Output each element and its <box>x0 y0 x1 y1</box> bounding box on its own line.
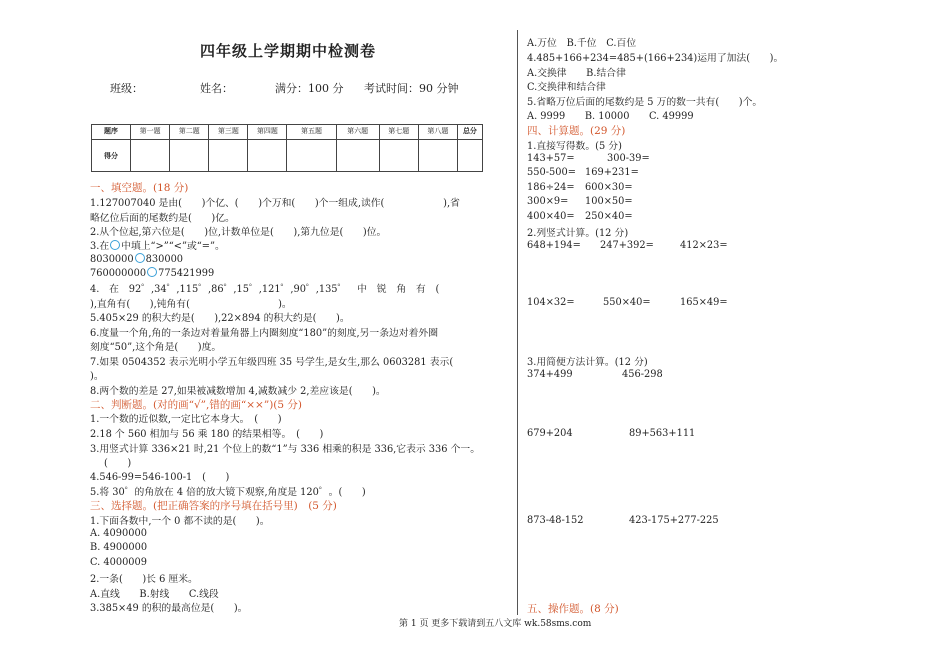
question-line: 4. 在 92゜,34゜,115゜,86゜,15゜,121゜,90゜,135゜ 中 锐 角 有 ( <box>90 284 440 295</box>
question-line: 2.从个位起,第六位是( )位,计数单位是( ),第九位是( )位。 <box>90 227 387 238</box>
section-true-false: 二、判断题。(对的画“√”,错的画“××”)(5 分) <box>90 399 302 411</box>
calc-item: 456-298 <box>622 369 663 380</box>
answer-circle-icon[interactable] <box>110 240 120 250</box>
calc-item: 300-39= <box>607 153 650 164</box>
calc-item: 679+204 <box>527 428 573 439</box>
question-line: 5.405×29 的积大约是( ),22×894 的积大约是( )。 <box>90 313 350 324</box>
calc-item: 104×32= <box>527 297 575 308</box>
table-header: 第七题 <box>379 125 418 140</box>
calc-item: 143+57= <box>527 153 575 164</box>
calc-item: 169+231= <box>585 167 639 178</box>
section-multiple-choice: 三、选择题。(把正确答案的序号填在括号里) (5 分) <box>90 500 337 512</box>
calc-item: 100×50= <box>585 196 633 207</box>
calc-item: 550×40= <box>603 297 651 308</box>
answer-circle-icon[interactable] <box>135 253 145 263</box>
calc-item: 873-48-152 <box>527 515 584 526</box>
table-header: 总分 <box>457 125 482 140</box>
exam-time-label: 考试时间：90 分钟 <box>364 82 459 95</box>
choice-option: A. 9999 B. 10000 C. 49999 <box>527 111 694 122</box>
score-cell[interactable] <box>248 140 287 172</box>
choice-option: B. 4900000 <box>90 542 148 553</box>
calc-item: 374+499 <box>527 369 573 380</box>
choice-option: A.直线 B.射线 C.线段 <box>90 589 219 600</box>
score-cell[interactable] <box>336 140 379 172</box>
question-line: 3.385×49 的积的最高位是( )。 <box>90 603 248 614</box>
question-line: 刻度“50”,这个角是( )度。 <box>90 342 222 353</box>
calc-item: 423-175+277-225 <box>629 515 719 526</box>
score-cell[interactable] <box>457 140 482 172</box>
choice-option: A.万位 B.千位 C.百位 <box>527 38 637 49</box>
question-line: 4.485+166+234=485+(166+234)运用了加法( )。 <box>527 53 784 64</box>
question-line: 4.546-99=546-100-1 ( ) <box>90 472 230 483</box>
page-footer: 第 1 页 更多下载请到五八文库 wk.58sms.com <box>399 619 592 629</box>
column-divider <box>517 30 518 615</box>
question-line: 1.下面各数中,一个 0 都不读的是( )。 <box>90 516 270 527</box>
calc-item: 412×23= <box>680 240 728 251</box>
choice-option: C.交换律和结合律 <box>527 82 606 93</box>
question-line: )。 <box>90 371 104 382</box>
calc-item: 247+392= <box>600 240 654 251</box>
table-header: 第八题 <box>418 125 457 140</box>
question-line: 2.一条( )长 6 厘米。 <box>90 574 198 585</box>
question-line: 3.用简便方法计算。(12 分) <box>527 357 648 368</box>
question-line <box>90 267 214 279</box>
question-line: ),直角有( ),钝角有( )。 <box>90 299 292 310</box>
question-line: 5.将 30゜的角放在 4 倍的放大镜下观察,角度是 120゜。( ) <box>90 487 366 498</box>
section-fill-blank: 一、填空题。(18 分) <box>90 182 189 194</box>
compare-left: 8030000 <box>90 254 134 265</box>
score-row-label: 得分 <box>92 140 131 172</box>
question-line: 1.直接写得数。(5 分) <box>527 141 622 152</box>
score-cell[interactable] <box>287 140 336 172</box>
score-cell[interactable] <box>170 140 209 172</box>
score-cell[interactable] <box>418 140 457 172</box>
section-calculation: 四、计算题。(29 分) <box>527 125 626 137</box>
score-table <box>91 124 483 172</box>
question-line: ( ) <box>104 458 132 469</box>
section-operation: 五、操作题。(8 分) <box>527 603 619 615</box>
question-line: 3.用竖式计算 336×21 时,21 个位上的数“1”与 336 相乘的积是 336,它表示 336 个一。 <box>90 444 481 455</box>
question-line <box>90 238 225 252</box>
table-header: 第四题 <box>248 125 287 140</box>
table-header: 第二题 <box>170 125 209 140</box>
question-line: 略亿位后面的尾数约是( )亿。 <box>90 213 235 224</box>
question-line: 7.如果 0504352 表示光明小学五年级四班 35 号学生,是女生,那么 0603281 表示( <box>90 357 454 368</box>
score-cell[interactable] <box>131 140 170 172</box>
calc-item: 400×40= <box>527 211 575 222</box>
calc-item: 300×9= <box>527 196 569 207</box>
class-label: 班级： <box>110 82 143 95</box>
calc-item: 600×30= <box>585 182 633 193</box>
question-line: 5.省略万位后面的尾数约是 5 万的数一共有( )个。 <box>527 97 763 108</box>
calc-item: 186÷24= <box>527 182 575 193</box>
table-header: 第三题 <box>209 125 248 140</box>
compare-right: 830000 <box>145 254 184 265</box>
question-line: 2.列竖式计算。(12 分) <box>527 228 629 239</box>
table-header: 第一题 <box>131 125 170 140</box>
table-header: 第六题 <box>336 125 379 140</box>
question-line: 8.两个数的差是 27,如果被减数增加 4,减数减少 2,差应该是( )。 <box>90 386 386 397</box>
name-label: 姓名： <box>200 82 233 95</box>
choice-option: C. 4000009 <box>90 557 148 568</box>
score-cell[interactable] <box>209 140 248 172</box>
calc-item: 550-500= <box>527 167 576 178</box>
choice-option: A. 4090000 <box>90 528 147 539</box>
calc-item: 250×40= <box>585 211 633 222</box>
compare-left: 760000000 <box>90 268 147 279</box>
calc-item: 89+563+111 <box>629 428 696 439</box>
question-line: 1.127007040 是由( )个亿、( )个万和( )个一组成,读作( ),省 <box>90 198 460 209</box>
table-header: 题序 <box>92 125 131 140</box>
question-line: 6.度量一个角,角的一条边对着量角器上内圈刻度“180”的刻度,另一条边对着外圈 <box>90 328 438 339</box>
question-text: 中填上“>”“<”或“=”。 <box>121 241 225 252</box>
full-score-label: 满分：100 分 <box>275 82 344 95</box>
calc-item: 165×49= <box>680 297 728 308</box>
table-header: 第五题 <box>287 125 336 140</box>
score-cell[interactable] <box>379 140 418 172</box>
page-title: 四年级上学期期中检测卷 <box>200 42 377 60</box>
question-text: 3.在 <box>90 241 110 252</box>
calc-item: 648+194= <box>527 240 581 251</box>
answer-circle-icon[interactable] <box>147 267 157 277</box>
choice-option: A.交换律 B.结合律 <box>527 68 626 79</box>
question-line: 1.一个数的近似数,一定比它本身大。 ( ) <box>90 414 282 425</box>
question-line <box>90 253 183 265</box>
question-line: 2.18 个 560 相加与 56 乘 180 的结果相等。 ( ) <box>90 429 324 440</box>
compare-right: 775421999 <box>158 268 215 279</box>
